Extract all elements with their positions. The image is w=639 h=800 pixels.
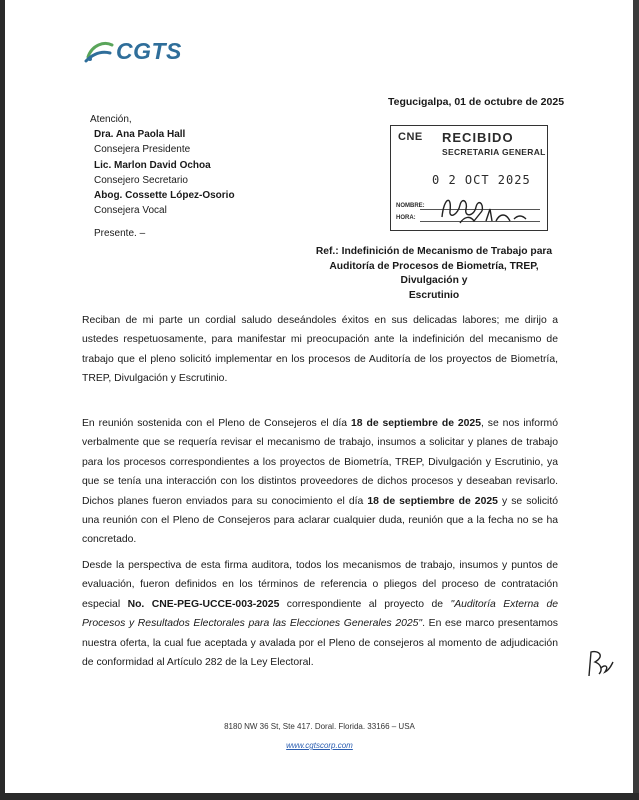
p3-project-title: "Auditoría Externa de Procesos y Resultados Electorales para las Elecciones Generales 2025" [82,598,558,630]
presente-label: Presente. – [94,228,146,240]
footer-address: 8180 NW 36 St, Ste 417. Doral. Florida. 33166 – USA [224,722,415,731]
scan-edge-left [0,0,5,800]
reference-line-1: Ref.: Indefinición de Mecanismo de Trabajo para [315,246,553,257]
recipient-1-name: Dra. Ana Paola Hall [94,129,186,141]
reference-line-2: Auditoría de Procesos de Biometría, TREP, Divulgación y [329,260,539,286]
body-paragraph-2 [82,414,558,550]
p3-text-a: Desde la perspectiva de esta firma auditora, todos los mecanismos de trabajo, insumos y puntos de evaluación, fueron definidos en los términos de referencia o pliegos del proceso de contratación especial [82,560,558,610]
footer-website-link[interactable]: www.cgtscorp.com [286,741,353,750]
recipient-2-role: Consejero Secretario [94,174,188,186]
addressee-block [90,112,235,242]
body-paragraph-3 [82,556,558,672]
p2-text-e: y se solicitó una reunión con el Pleno de Consejeros para aclarar cualquier duda, reunión que a la fecha no se ha concretado. [82,495,558,546]
scan-edge-right [633,0,639,800]
received-stamp [390,125,550,231]
recipient-1-role: Consejera Presidente [94,144,191,156]
reference-block [300,245,568,303]
margin-initials-signature [583,646,615,682]
scan-edge-bottom [0,793,639,800]
logo-swirl-icon [84,39,114,65]
p2-date-2: 18 de septiembre de 2025 [367,495,498,507]
company-logo [84,38,182,65]
p2-date-1: 18 de septiembre de 2025 [351,418,481,429]
logo-text: CGTS [116,38,182,64]
stamp-date: 0 2 OCT 2025 [432,173,531,187]
p2-text-a: En reunión sostenida con el Pleno de Consejeros el día [82,418,351,429]
stamp-subtitle: SECRETARIA GENERAL [442,147,546,157]
p3-contract-number: No. CNE-PEG-UCCE-003-2025 [127,598,280,610]
stamp-title: RECIBIDO [442,130,514,145]
body-paragraph-1: Reciban de mi parte un cordial saludo deseándoles éxitos en sus delicadas labores; me dirijo a ustedes respetuosamente, para manifestar mi preocupación ante la indefinición del mecanismo de trabajo que el pleno solicitó implementar en los procesos de Auditoría de los proyectos de Biometría, TREP, Divulgación y Escrutinio. [82,315,558,385]
recipient-3-name: Abog. Cossette López-Osorio [94,190,235,202]
stamp-nombre-label: NOMBRE: [396,203,425,209]
letter-date: Tegucigalpa, 01 de octubre de 2025 [388,96,565,108]
recipient-3-role: Consejera Vocal [94,205,167,217]
stamp-handwritten-signature [430,187,540,227]
reference-line-3: Escrutinio [408,289,460,301]
recipient-2-name: Lic. Marlon David Ochoa [94,159,211,171]
p2-text-c: , se nos informó verbalmente que se requería revisar el mecanismo de trabajo, insumos a solicitar y planes de trabajo para los procesos correspondientes a los proyectos de Biometría, TREP, Divulgación y Escrutinio, ya que se tenía una interacción con los distintos proveedores de dichos procesos y deseaban revisarlo. Dichos planes fueron enviados para su conocimiento el día [82,418,558,507]
stamp-org: CNE [398,131,423,143]
attention-label: Atención, [90,114,132,125]
stamp-hora-label: HORA: [396,215,416,221]
p3-text-e: . En ese marco presentamos nuestra oferta, la cual fue aceptada y avalada por el Pleno de consejeros al momento de adjudicación de conformidad al Artículo 282 de la Ley Electoral. [82,618,558,669]
p3-text-c: correspondiente al proyecto de [279,598,451,610]
